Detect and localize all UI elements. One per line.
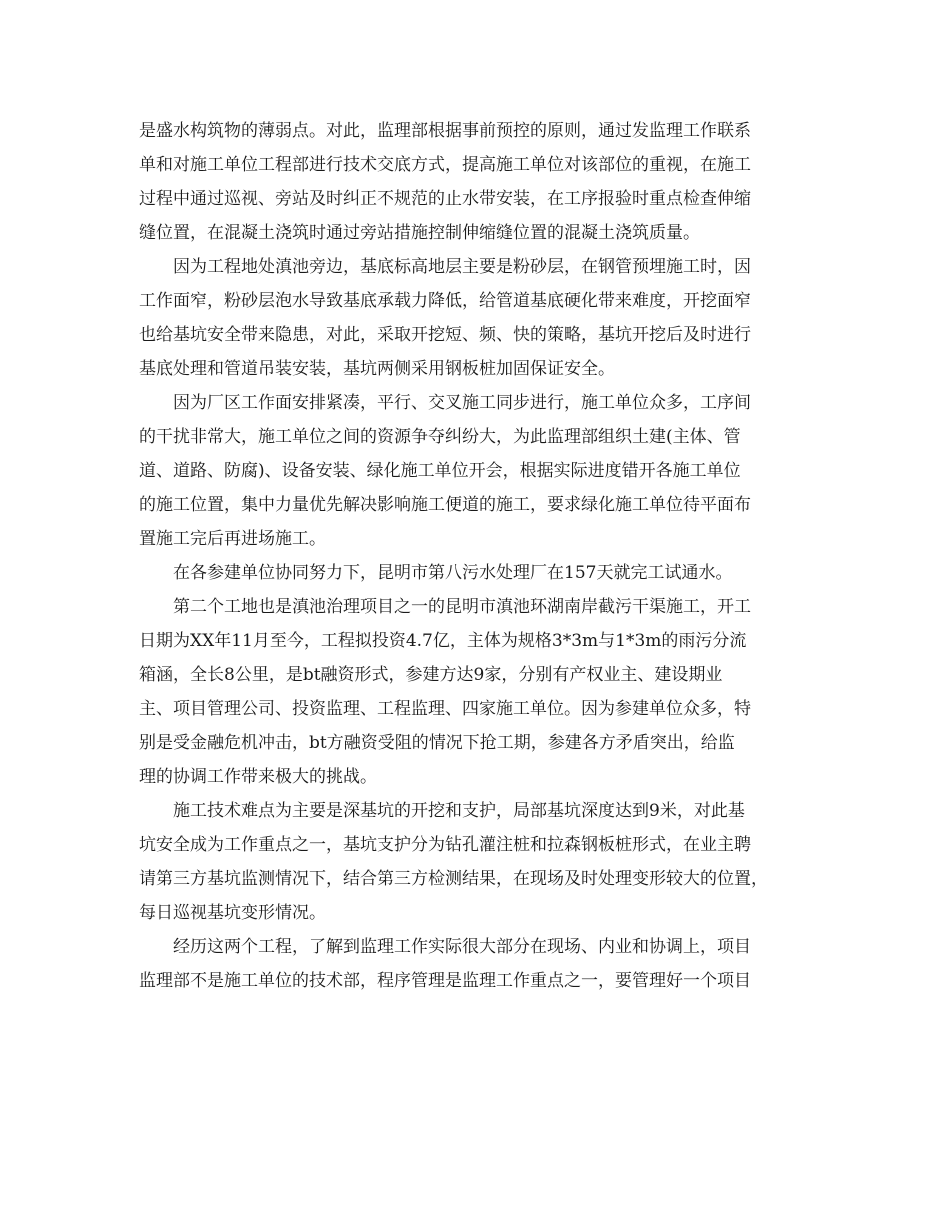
- text-line: 经历这两个工程，了解到监理工作实际很大部分在现场、内业和协调上，项目: [173, 937, 751, 957]
- paragraph-deep-pit: [139, 794, 829, 930]
- text-line: 单和对施工单位工程部进行技术交底方式，提高施工单位对该部位的重视，在施工: [139, 155, 751, 175]
- text-line: 坑安全成为工作重点之一，基坑支护分为钻孔灌注桩和拉森钢板桩形式，在业主聘: [139, 835, 751, 855]
- paragraph-waterstop: [139, 114, 829, 250]
- text-line: 请第三方基坑监测情况下，结合第三方检测结果，在现场及时处理变形较大的位置，: [139, 869, 768, 889]
- text-line: 主、项目管理公司、投资监理、工程监理、四家施工单位。因为参建单位众多，特: [139, 699, 751, 719]
- text-line: 箱涵，全长8公里，是bt融资形式，参建方达9家，分别有产权业主、建设期业: [139, 665, 723, 685]
- text-line: 置施工完后再进场施工。: [139, 529, 326, 549]
- paragraph-completion: [139, 556, 829, 590]
- text-line: 第二个工地也是滇池治理项目之一的昆明市滇池环湖南岸截污干渠施工，开工: [173, 597, 751, 617]
- text-line: 因为厂区工作面安排紧凑，平行、交叉施工同步进行，施工单位众多，工序间: [173, 393, 751, 413]
- text-line: 过程中通过巡视、旁站及时纠正不规范的止水带安装，在工序报验时重点检查伸缩: [139, 189, 751, 209]
- text-line: 每日巡视基坑变形情况。: [139, 903, 326, 923]
- text-line: 道、道路、防腐)、设备安装、绿化施工单位开会，根据实际进度错开各施工单位: [139, 461, 741, 481]
- text-line: 工作面窄，粉砂层泡水导致基底承载力降低，给管道基底硬化带来难度，开挖面窄: [139, 291, 751, 311]
- paragraph-silt-layer: [139, 250, 829, 386]
- text-line: 的干扰非常大，施工单位之间的资源争夺纠纷大，为此监理部组织土建(主体、管: [139, 427, 741, 447]
- paragraph-second-site: [139, 590, 829, 794]
- text-line: 基底处理和管道吊装安装，基坑两侧采用钢板桩加固保证安全。: [139, 359, 615, 379]
- document-body: [139, 114, 829, 998]
- text-line: 理的协调工作带来极大的挑战。: [139, 767, 377, 787]
- text-line: 缝位置，在混凝土浇筑时通过旁站措施控制伸缩缝位置的混凝土浇筑质量。: [139, 223, 700, 243]
- text-line: 监理部不是施工单位的技术部，程序管理是监理工作重点之一，要管理好一个项目: [139, 971, 751, 991]
- text-line: 的施工位置，集中力量优先解决影响施工便道的施工，要求绿化施工单位待平面布: [139, 495, 751, 515]
- paragraph-site-coordination: [139, 386, 829, 556]
- text-line: 因为工程地处滇池旁边，基底标高地层主要是粉砂层，在钢管预埋施工时，因: [173, 257, 751, 277]
- paragraph-experience: [139, 930, 829, 998]
- text-line: 施工技术难点为主要是深基坑的开挖和支护，局部基坑深度达到9米，对此基: [173, 801, 745, 821]
- text-line: 是盛水构筑物的薄弱点。对此，监理部根据事前预控的原则，通过发监理工作联系: [139, 121, 751, 141]
- text-line: 日期为XX年11月至今，工程拟投资4.7亿，主体为规格3*3m与1*3m的雨污分流: [139, 631, 747, 651]
- text-line: 也给基坑安全带来隐患，对此，采取开挖短、频、快的策略，基坑开挖后及时进行: [139, 325, 751, 345]
- text-line: 在各参建单位协同努力下，昆明市第八污水处理厂在157天就完工试通水。: [173, 563, 733, 583]
- text-line: 别是受金融危机冲击，bt方融资受阻的情况下抢工期，参建各方矛盾突出，给监: [139, 733, 735, 753]
